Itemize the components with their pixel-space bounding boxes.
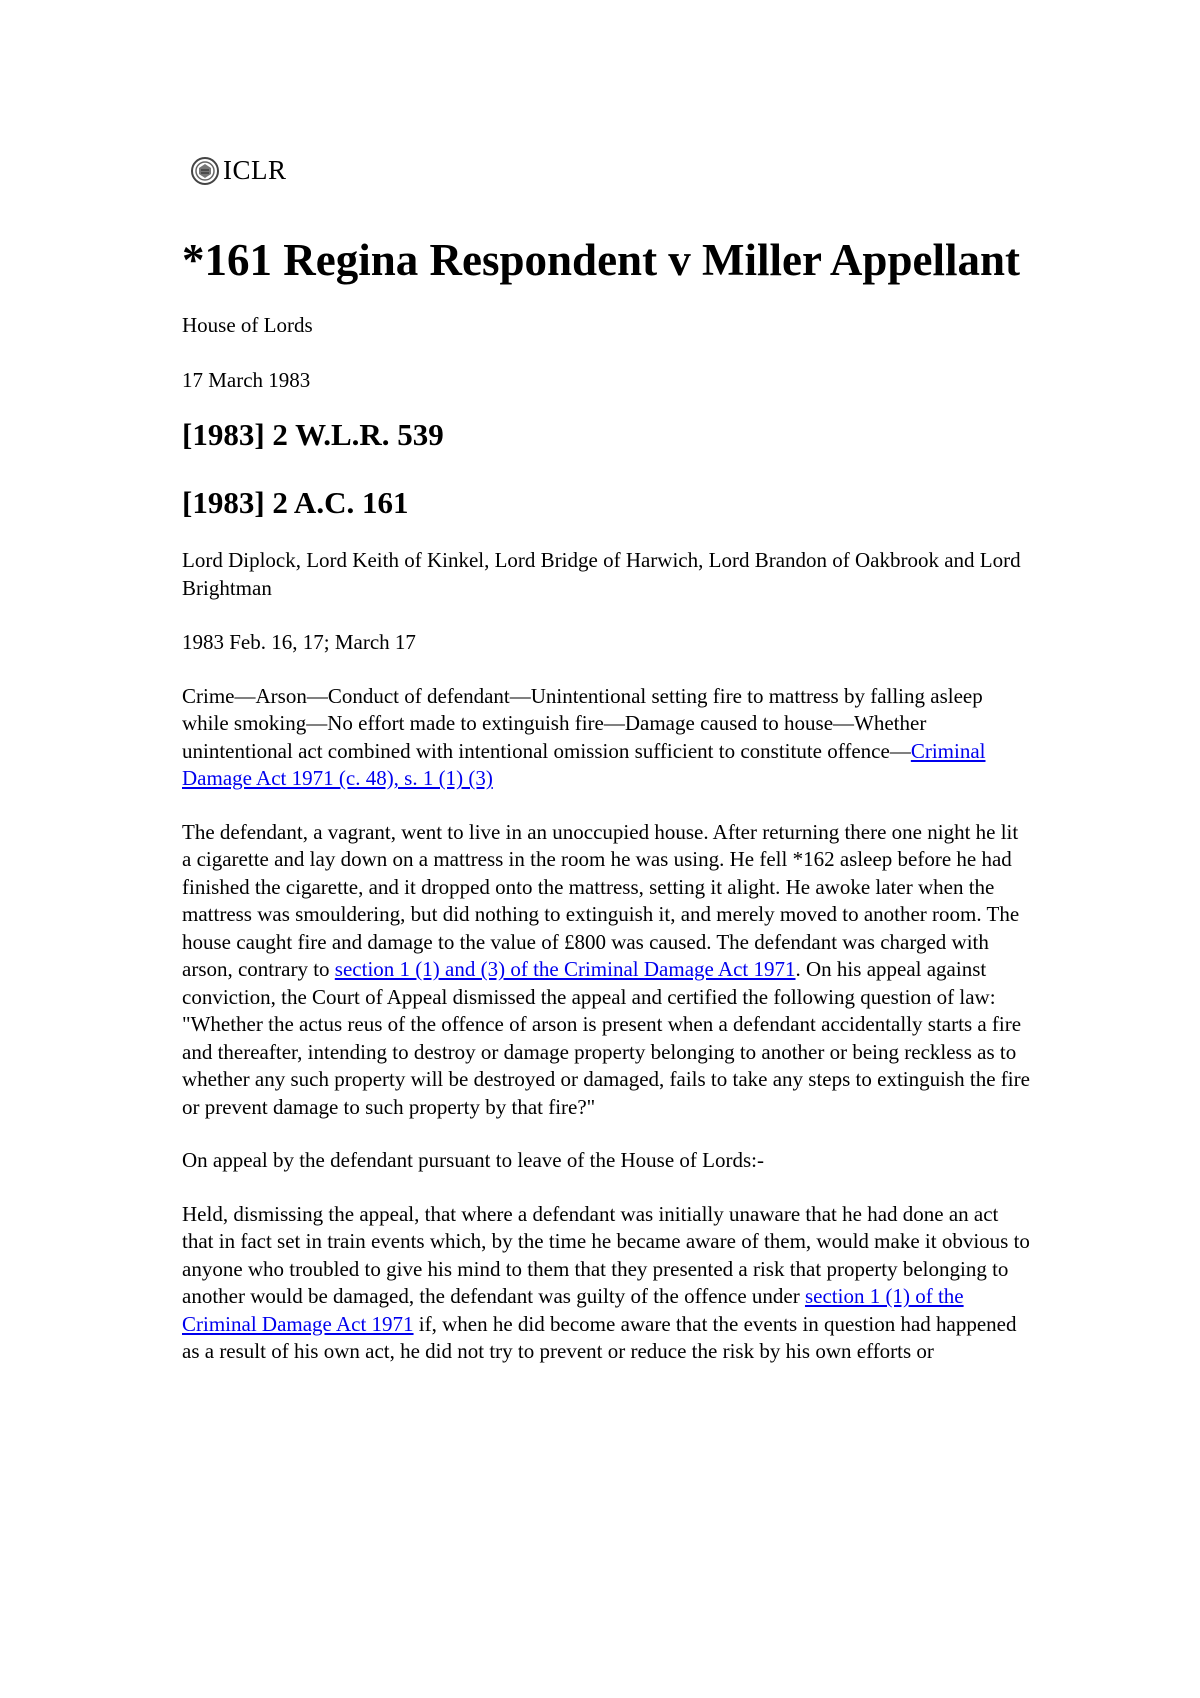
facts-text-2: . On his appeal against conviction, the Court of Appeal dismissed the appeal and certified the following question of law: "Whether the actus reus of the offence of arson is present when a defendant accidentally starts a fire and thereafter, intending to destroy or damage property belonging to another or being reckless as to whether any such property will be destroyed or damaged, fails to take any steps to extinguish the fire or prevent damage to such property by that fire?" bbox=[182, 957, 1030, 1119]
held-paragraph bbox=[182, 1201, 1032, 1366]
logo-text: ICLR bbox=[223, 155, 287, 185]
facts-statute-link[interactable]: section 1 (1) and (3) of the Criminal Damage Act 1971 bbox=[334, 957, 796, 981]
catchwords-text: Crime—Arson—Conduct of defendant—Unintentional setting fire to mattress by falling asleep while smoking—No effort made to extinguish fire—Damage caused to house—Whether unintentional act combined with intentional omission sufficient to constitute offence— bbox=[182, 683, 983, 763]
facts-paragraph bbox=[182, 819, 1032, 1122]
crest-emblem-icon bbox=[190, 156, 220, 186]
held-text-1: Held, dismissing the appeal, that where a defendant was initially unaware that he had done an act that in fact set in train events which, by the time he became aware of them, would make it obvious to anyone who troubled to give his mind to them that they presented a risk that property belonging to another would be damaged, the defendant was guilty of the offence under bbox=[182, 1201, 1030, 1308]
judges-list: Lord Diplock, Lord Keith of Kinkel, Lord Bridge of Harwich, Lord Brandon of Oakbrook and Lord Brightman bbox=[182, 548, 1021, 600]
court-name: House of Lords bbox=[182, 313, 313, 337]
facts-text-1: The defendant, a vagrant, went to live in an unoccupied house. After returning there one night he lit a cigarette and lay down on a mattress in the room he was using. He fell *162 asleep before he had finished the cigarette, and it dropped onto the mattress, setting it alight. He awoke later when the mattress was smouldering, but did nothing to extinguish it, and merely moved to another room. The house caught fire and damage to the value of £800 was caused. The defendant was charged with arson, contrary to bbox=[182, 819, 1020, 981]
document-content bbox=[182, 232, 1032, 1366]
citation-wlr: [1983] 2 W.L.R. 539 bbox=[182, 417, 444, 452]
case-title: *161 Regina Respondent v Miller Appellant bbox=[182, 235, 1020, 285]
catchwords bbox=[182, 683, 1032, 793]
held-text-2: if, when he did become aware that the events in question had happened as a result of his own act, he did not try to prevent or reduce the risk by his own efforts or bbox=[182, 1311, 1017, 1363]
hearing-dates: 1983 Feb. 16, 17; March 17 bbox=[182, 630, 416, 654]
citation-ac: [1983] 2 A.C. 161 bbox=[182, 485, 409, 520]
judgment-date: 17 March 1983 bbox=[182, 367, 311, 392]
held-statute-link[interactable]: section 1 (1) of the Criminal Damage Act 1971 bbox=[182, 1284, 964, 1336]
catchwords-statute-link[interactable]: Criminal Damage Act 1971 (c. 48), s. 1 (1) (3) bbox=[182, 738, 986, 790]
iclr-logo bbox=[190, 155, 287, 186]
appeal-note: On appeal by the defendant pursuant to leave of the House of Lords:- bbox=[182, 1148, 764, 1172]
